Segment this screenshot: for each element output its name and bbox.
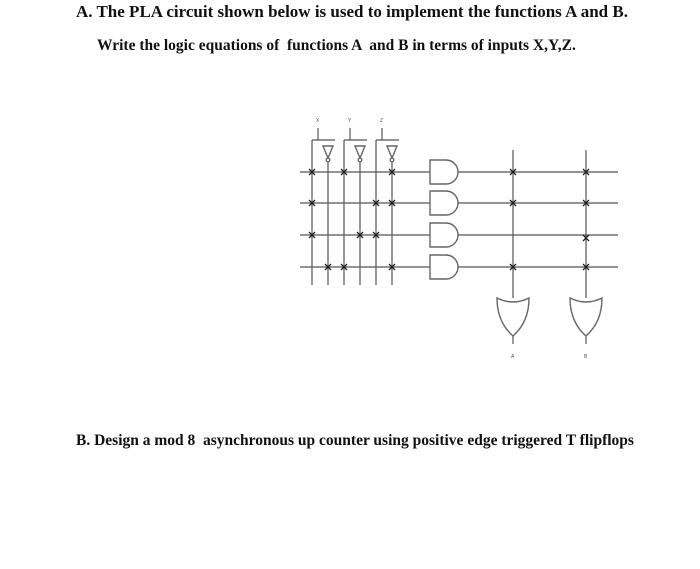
input-buffers (312, 128, 399, 162)
and-gates (430, 160, 458, 279)
pla-circuit-diagram (290, 108, 630, 370)
input-label-y: Y (348, 118, 352, 124)
question-b-title: B. Design a mod 8 asynchronous up counter using positive edge triggered T flipflops (76, 432, 634, 449)
or-plane (458, 150, 618, 298)
and-plane (300, 140, 430, 285)
output-label-a: A (511, 354, 515, 360)
input-label-x: X (316, 118, 320, 124)
or-gates (497, 298, 602, 344)
question-a-title: A. The PLA circuit shown below is used to implement the functions A and B. (76, 2, 628, 21)
output-label-b: B (584, 354, 588, 360)
input-label-z: Z (380, 118, 384, 124)
question-a-instruction: Write the logic equations of functions A and B in terms of inputs X,Y,Z. (97, 37, 576, 54)
